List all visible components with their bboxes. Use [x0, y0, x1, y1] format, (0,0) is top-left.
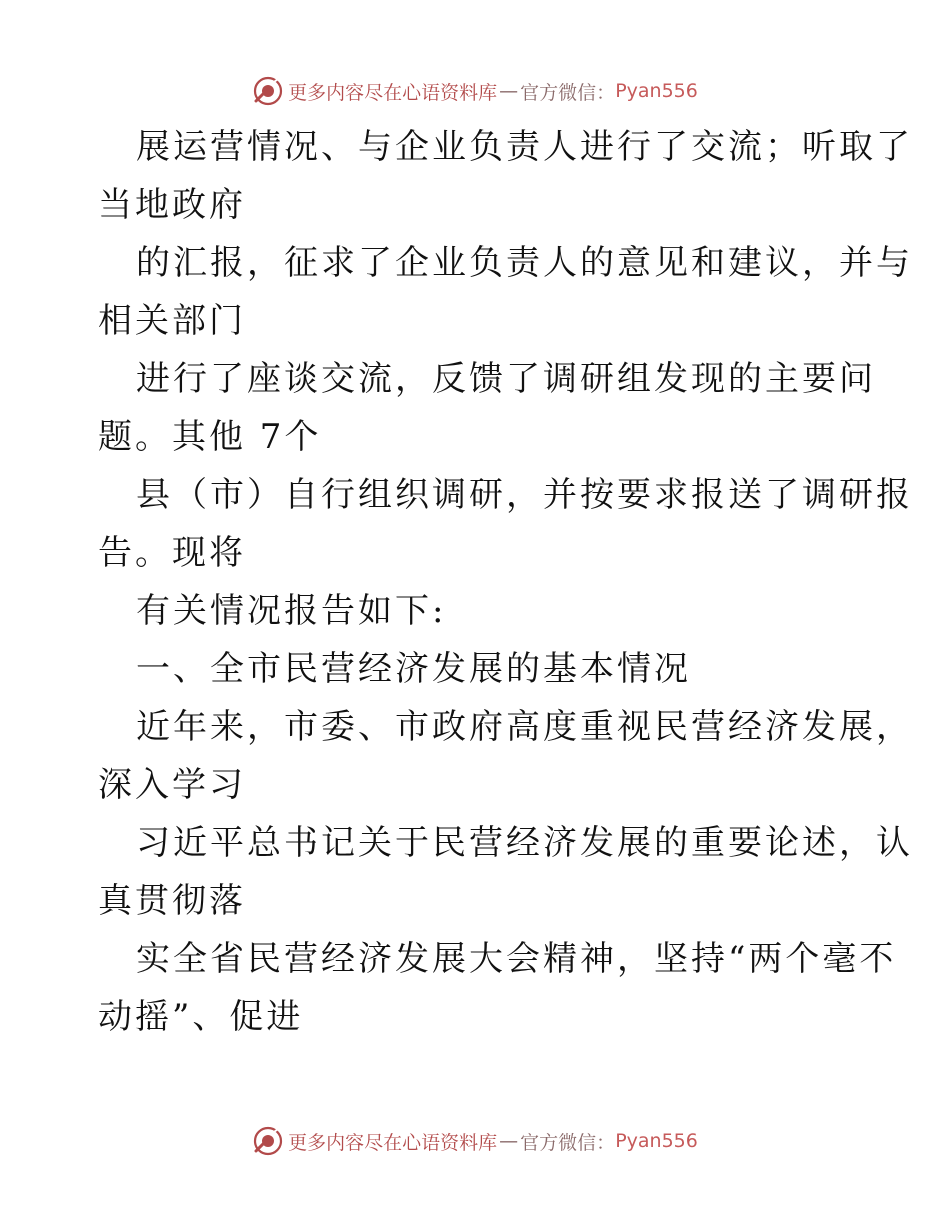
- watermark-text: 更多内容尽在心语资料库: [288, 1131, 498, 1154]
- text-line: 县（市）自行组织调研，并按要求报送了调研报: [136, 475, 913, 515]
- text-line: 习近平总书记关于民营经济发展的重要论述，认: [136, 823, 913, 863]
- text-line: 真贯彻落: [98, 881, 246, 921]
- section-heading: 一、全市民营经济发展的基本情况: [136, 649, 691, 689]
- watermark-text: 更多内容尽在心语资料库: [288, 81, 498, 104]
- header-watermark: [0, 71, 950, 111]
- text-line: 深入学习: [98, 765, 246, 805]
- text-line: 告。现将: [98, 533, 246, 573]
- watermark-separator: —: [499, 1130, 519, 1152]
- watermark-logo-icon: [252, 75, 284, 107]
- watermark-label: 官方微信：: [520, 1131, 616, 1154]
- text-line: 的汇报，征求了企业负责人的意见和建议，并与: [136, 243, 913, 283]
- text-line: 有关情况报告如下:: [136, 591, 447, 631]
- text-line: 相关部门: [98, 301, 246, 341]
- footer-watermark: [0, 1121, 950, 1161]
- text-line: 当地政府: [98, 185, 246, 225]
- watermark-id: Pyan556: [615, 80, 698, 102]
- watermark-id: Pyan556: [615, 1130, 698, 1152]
- text-line: 实全省民营经济发展大会精神，坚持“两个毫不: [136, 939, 897, 979]
- text-line: 进行了座谈交流，反馈了调研组发现的主要问: [136, 359, 876, 399]
- text-line: 展运营情况、与企业负责人进行了交流；听取了: [136, 127, 913, 167]
- watermark-logo-icon: [252, 1125, 284, 1157]
- watermark-label: 官方微信：: [520, 81, 616, 104]
- watermark-separator: —: [499, 80, 519, 102]
- text-line: 近年来，市委、市政府高度重视民营经济发展，: [136, 707, 913, 747]
- text-line: 题。其他 7个: [98, 417, 322, 457]
- text-line: 动摇”、促进: [98, 997, 304, 1037]
- document-body: [98, 118, 913, 1046]
